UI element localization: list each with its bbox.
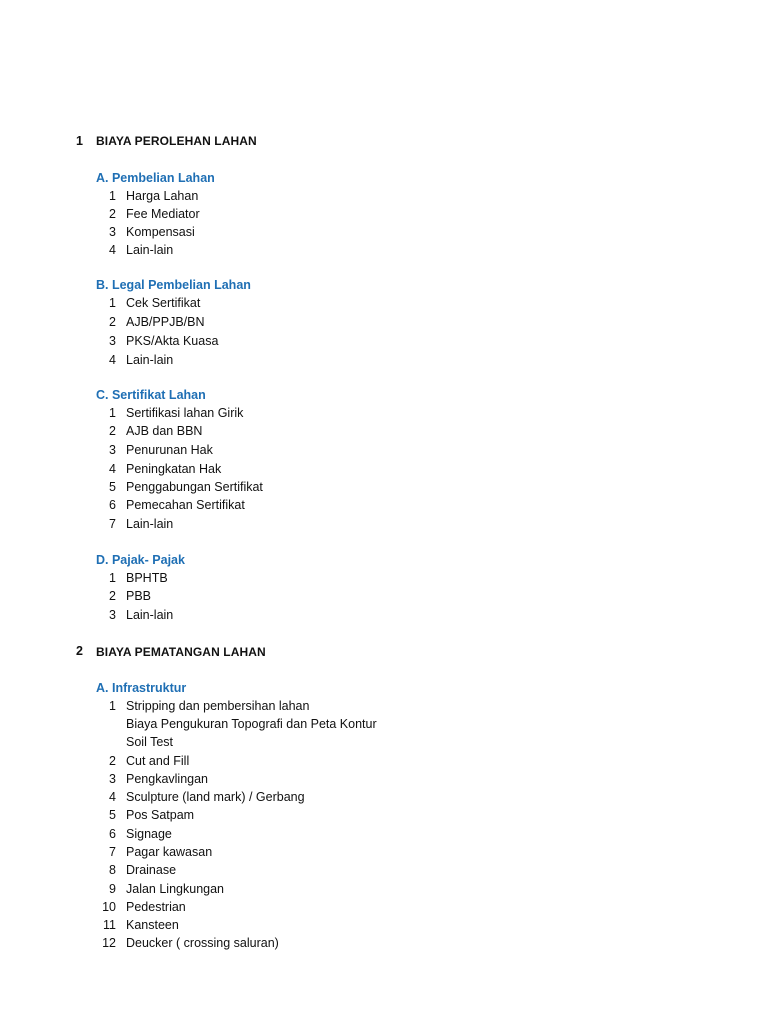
section-header: [0, 643, 700, 661]
list-item: [0, 587, 700, 605]
section-number: 2: [76, 644, 83, 658]
item-number: 4: [109, 243, 116, 257]
item-text: Pedestrian: [126, 900, 186, 914]
item-number: 6: [109, 827, 116, 841]
item-number: 4: [109, 462, 116, 476]
item-number: 9: [109, 882, 116, 896]
item-text: Signage: [126, 827, 172, 841]
item-number: 3: [109, 608, 116, 622]
list-item: [0, 843, 700, 861]
item-text: Biaya Pengukuran Topografi dan Peta Kontur: [126, 717, 377, 731]
item-number: 10: [102, 900, 116, 914]
list-item: [0, 223, 700, 241]
item-text: Soil Test: [126, 735, 174, 749]
item-text: PKS/Akta Kuasa: [126, 334, 219, 348]
item-text: Pengkavlingan: [126, 772, 209, 786]
section-title: BIAYA PEROLEHAN LAHAN: [96, 134, 257, 148]
group-heading: A. Pembelian Lahan: [96, 171, 215, 185]
group-heading: C. Sertifikat Lahan: [96, 388, 206, 402]
item-number: 1: [109, 189, 116, 203]
list-item: [0, 733, 700, 751]
item-text: AJB/PPJB/BN: [126, 315, 205, 329]
item-text: Lain-lain: [126, 608, 174, 622]
item-text: Drainase: [126, 863, 177, 877]
item-number: 2: [109, 315, 116, 329]
item-number: 7: [109, 517, 116, 531]
item-text: Lain-lain: [126, 517, 174, 531]
list-item: [0, 460, 700, 478]
list-item: [0, 715, 700, 733]
item-number: 1: [109, 571, 116, 585]
item-text: Cut and Fill: [126, 754, 190, 768]
item-text: Kansteen: [126, 918, 179, 932]
item-number: 8: [109, 863, 116, 877]
list-item: [0, 496, 700, 514]
section-title: BIAYA PEMATANGAN LAHAN: [96, 645, 266, 659]
item-number: 3: [109, 334, 116, 348]
list-item: [0, 934, 700, 952]
item-text: Lain-lain: [126, 243, 174, 257]
item-number: 6: [109, 498, 116, 512]
item-number: 2: [109, 754, 116, 768]
list-item: [0, 861, 700, 879]
item-text: Sculpture (land mark) / Gerbang: [126, 790, 305, 804]
list-item: [0, 788, 700, 806]
item-text: Sertifikasi lahan Girik: [126, 406, 244, 420]
list-item: [0, 806, 700, 824]
group-heading: D. Pajak- Pajak: [96, 553, 185, 567]
list-item: [0, 606, 700, 624]
item-text: Penurunan Hak: [126, 443, 213, 457]
item-number: 5: [109, 808, 116, 822]
list-item: [0, 404, 700, 422]
item-text: Pagar kawasan: [126, 845, 213, 859]
list-item: [0, 205, 700, 223]
list-item: [0, 241, 700, 259]
item-number: 2: [109, 424, 116, 438]
item-text: Stripping dan pembersihan lahan: [126, 699, 310, 713]
item-text: BPHTB: [126, 571, 168, 585]
item-text: Cek Sertifikat: [126, 296, 201, 310]
item-number: 1: [109, 296, 116, 310]
item-number: 2: [109, 589, 116, 603]
list-item: [0, 697, 700, 715]
section-header: [0, 132, 700, 150]
list-item: [0, 569, 700, 587]
item-number: 1: [109, 699, 116, 713]
item-text: Fee Mediator: [126, 207, 200, 221]
item-number: 5: [109, 480, 116, 494]
item-number: 2: [109, 207, 116, 221]
item-text: Penggabungan Sertifikat: [126, 480, 263, 494]
item-text: Peningkatan Hak: [126, 462, 222, 476]
list-item: [0, 898, 700, 916]
list-item: [0, 752, 700, 770]
item-text: PBB: [126, 589, 152, 603]
list-item: [0, 313, 700, 331]
item-text: Pemecahan Sertifikat: [126, 498, 245, 512]
list-item: [0, 515, 700, 533]
item-number: 3: [109, 772, 116, 786]
group-heading: B. Legal Pembelian Lahan: [96, 278, 251, 292]
item-text: Deucker ( crossing saluran): [126, 936, 279, 950]
item-number: 1: [109, 406, 116, 420]
group-heading: A. Infrastruktur: [96, 681, 187, 695]
list-item: [0, 422, 700, 440]
item-text: Jalan Lingkungan: [126, 882, 224, 896]
item-text: Kompensasi: [126, 225, 195, 239]
item-number: 7: [109, 845, 116, 859]
item-number: 3: [109, 225, 116, 239]
item-number: 12: [102, 936, 116, 950]
item-text: AJB dan BBN: [126, 424, 203, 438]
list-item: [0, 332, 700, 350]
list-item: [0, 478, 700, 496]
item-text: Pos Satpam: [126, 808, 195, 822]
list-item: [0, 187, 700, 205]
list-item: [0, 880, 700, 898]
item-number: 11: [103, 918, 116, 932]
list-item: [0, 294, 700, 312]
list-item: [0, 351, 700, 369]
list-item: [0, 825, 700, 843]
section-number: 1: [76, 134, 83, 148]
item-text: Harga Lahan: [126, 189, 199, 203]
list-item: [0, 441, 700, 459]
item-number: 3: [109, 443, 116, 457]
list-item: [0, 770, 700, 788]
list-item: [0, 916, 700, 934]
item-text: Lain-lain: [126, 353, 174, 367]
item-number: 4: [109, 790, 116, 804]
item-number: 4: [109, 353, 116, 367]
